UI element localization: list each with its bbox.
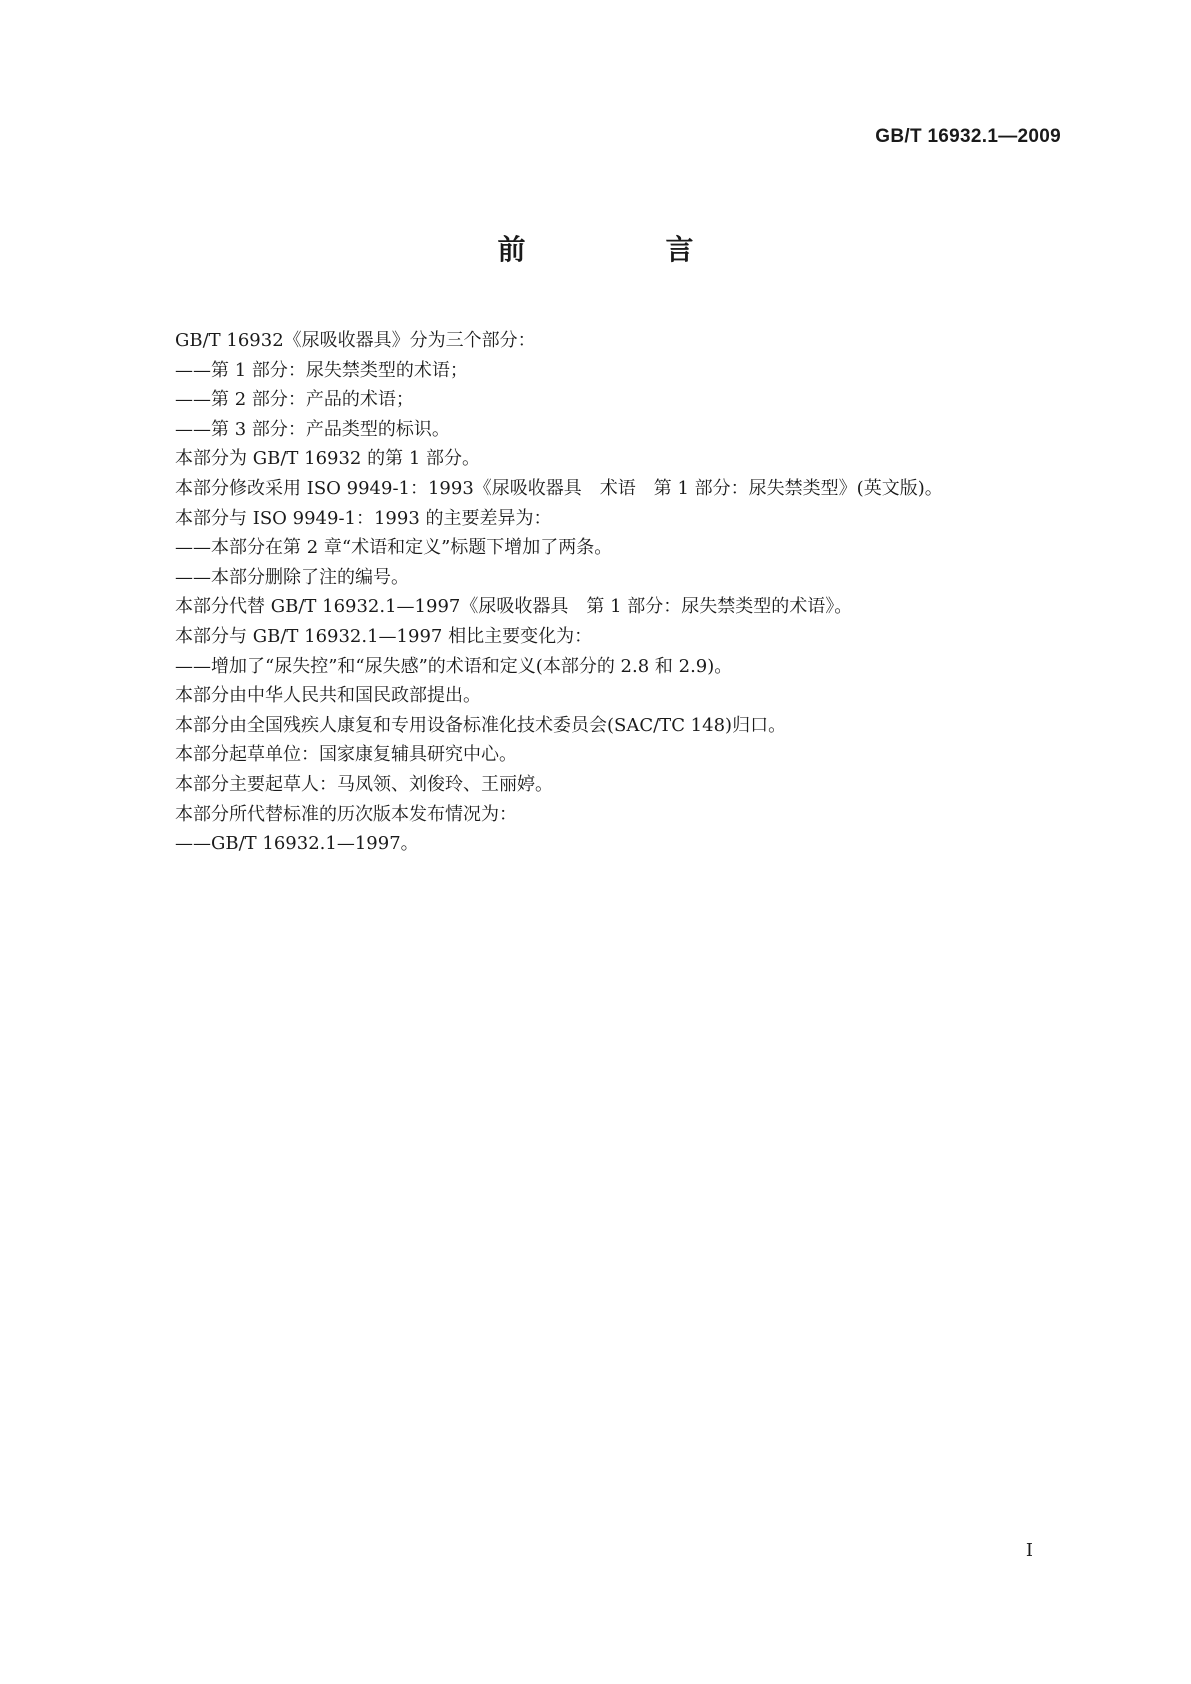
- text-line: 本部分与 ISO 9949-1：1993 的主要差异为：: [175, 507, 552, 529]
- page-title: 前 言: [497, 233, 750, 266]
- text-line: ——第 2 部分：产品的术语；: [175, 389, 414, 411]
- text-line: GB/T 16932《尿吸收器具》分为三个部分：: [175, 330, 536, 351]
- text-line: ——增加了“尿失控”和“尿失感”的术语和定义(本部分的 2.8 和 2.9)。: [175, 655, 733, 677]
- text-line: 本部分由全国残疾人康复和专用设备标准化技术委员会(SAC/TC 148)归口。: [175, 714, 787, 736]
- text-line: 本部分起草单位：国家康复辅具研究中心。: [175, 744, 517, 766]
- text-line: ——本部分删除了注的编号。: [175, 566, 409, 588]
- foreword-body: [175, 326, 1055, 859]
- text-line: 本部分修改采用 ISO 9949-1：1993《尿吸收器具 术语 第 1 部分：尿失禁类型》(英文版)。: [175, 477, 943, 499]
- text-line: 本部分为 GB/T 16932 的第 1 部分。: [175, 448, 480, 470]
- text-line: ——本部分在第 2 章“术语和定义”标题下增加了两条。: [175, 537, 613, 559]
- text-line: ——第 3 部分：产品类型的标识。: [175, 418, 450, 440]
- text-line: ——第 1 部分：尿失禁类型的术语；: [175, 359, 468, 381]
- document-code: GB/T 16932.1—2009: [875, 126, 1061, 147]
- text-line: 本部分与 GB/T 16932.1—1997 相比主要变化为：: [175, 625, 593, 647]
- text-line: ——GB/T 16932.1—1997。: [175, 833, 419, 855]
- text-line: 本部分代替 GB/T 16932.1—1997《尿吸收器具 第 1 部分：尿失禁类型的术语》。: [175, 596, 853, 618]
- text-line: 本部分主要起草人：马凤领、刘俊玲、王丽婷。: [175, 773, 553, 795]
- text-line: 本部分所代替标准的历次版本发布情况为：: [175, 803, 517, 825]
- text-line: 本部分由中华人民共和国民政部提出。: [175, 685, 481, 707]
- page-number: I: [1025, 1540, 1033, 1561]
